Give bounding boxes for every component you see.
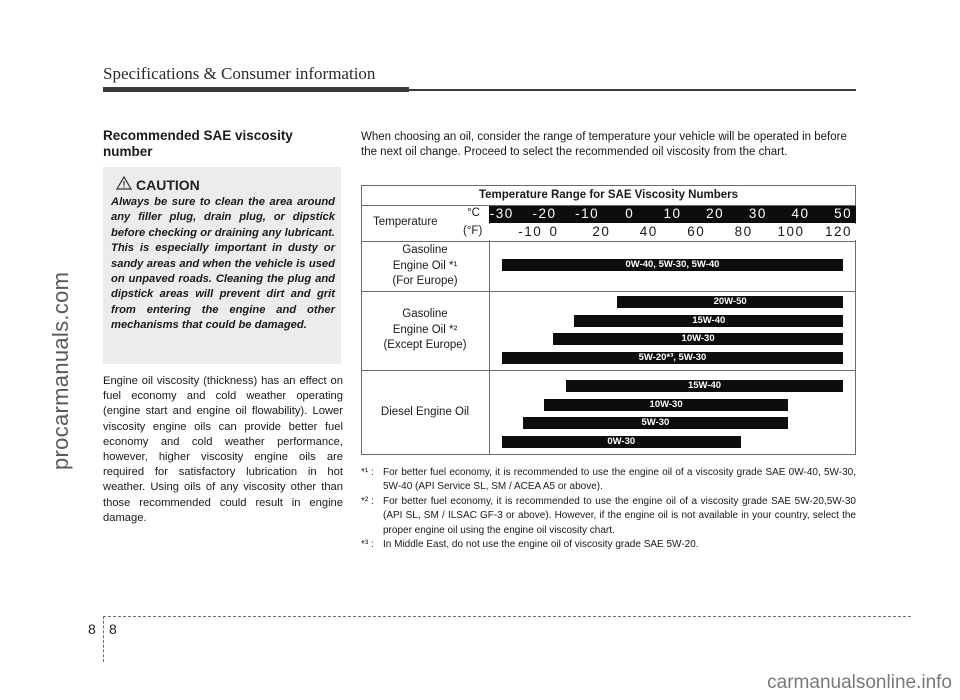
fahrenheit-tick: 120 (824, 224, 852, 239)
celsius-tick: 20 (706, 206, 725, 221)
viscosity-chart (361, 185, 856, 455)
row-label-line: Diesel Engine Oil (380, 406, 470, 418)
footnote-mark: *² : (361, 495, 374, 507)
fahrenheit-tick: 0 (549, 224, 559, 239)
header-rule-thin (409, 89, 856, 91)
fahrenheit-tick: -10 (518, 224, 543, 239)
footnote-1 (361, 466, 856, 495)
footer-divider (103, 616, 104, 662)
row-label-line: (Except Europe) (383, 339, 467, 351)
row-label-line: Gasoline (402, 244, 448, 256)
page-number: 8 (109, 621, 117, 637)
row-label-gasoline-europe (361, 243, 489, 290)
footnote-text: For better fuel economy, it is recommended to use the engine oil of a viscosity grade SAE 0W-40, 5W-30, 5W-40 (API Service SL, SM / ACEA A5 or above). (383, 467, 856, 493)
row-label-line: Engine Oil *¹ (392, 259, 458, 272)
fahrenheit-unit: (°F) (463, 225, 483, 237)
footer-rule (103, 616, 911, 617)
celsius-unit: °C (467, 207, 480, 219)
fahrenheit-tick: 40 (639, 224, 658, 239)
viscosity-bar: 10W-30 (553, 333, 843, 345)
intro-paragraph: When choosing an oil, consider the range of temperature your vehicle will be operated in before the next oil change. Proceed to select the recommended oil viscosity from the chart. (361, 131, 847, 159)
celsius-tick: -10 (575, 206, 600, 221)
viscosity-bar: 15W-40 (566, 380, 843, 392)
fahrenheit-tick: 60 (687, 224, 706, 239)
chart-divider (361, 291, 856, 292)
viscosity-paragraph: Engine oil viscosity (thickness) has an effect on fuel economy and cold weather operating (engine start and engine oil flowability). Lower viscosity engine oils can provide better fuel economy and cold weather performance, however, higher viscosity engine oils are required for satisfactory lubrication in hot weather. Using oils of any viscosity other than those recommended could result in engine damage. (103, 375, 343, 524)
footnote-2 (361, 495, 856, 538)
fahrenheit-scale (489, 224, 856, 240)
viscosity-bar: 10W-30 (544, 399, 787, 411)
footnote-text: For better fuel economy, it is recommended to use the engine oil of a viscosity grade SAE 5W-20,5W-30 (API SL, SM / ILSAC GF-3 or above). However, if the engine oil is not available in your country, select the proper engine oil using the engine oil viscosity chart. (383, 495, 856, 536)
celsius-tick: 50 (834, 206, 853, 221)
chart-column-divider (489, 205, 490, 454)
footnote-mark: *¹ : (361, 467, 374, 478)
footnote-text: In Middle East, do not use the engine oil of viscosity grade SAE 5W-20. (383, 539, 699, 551)
celsius-scale (489, 206, 856, 223)
row-label-line: (For Europe) (392, 275, 458, 287)
row-label-diesel (361, 405, 489, 421)
caution-text: Always be sure to clean the area around any filler plug, drain plug, or dipstick before checking or draining any lubricant. This is especially important in dusty or sandy areas and when the vehicle is used on unpaved roads. Cleaning the plug and dipstick areas will prevent dirt and grit from entering the engine and other mechanisms that could be damaged. (111, 196, 335, 332)
fahrenheit-tick: 20 (592, 224, 611, 239)
chart-divider (361, 370, 856, 371)
viscosity-bar: 20W-50 (617, 296, 843, 308)
row-label-gasoline-except-europe (361, 307, 489, 354)
footnote-mark: *³ : (361, 539, 374, 551)
viscosity-bar: 5W-20*³, 5W-30 (502, 352, 843, 364)
celsius-tick: 0 (625, 206, 635, 221)
page-header-title: Specifications & Consumer information (103, 64, 376, 83)
bottom-watermark: carmanualsonline.info (767, 672, 952, 693)
page-number-section: 8 (88, 621, 96, 637)
celsius-tick: 10 (663, 206, 682, 221)
viscosity-bar: 0W-40, 5W-30, 5W-40 (502, 259, 843, 271)
row-label-line: Engine Oil *² (392, 323, 458, 336)
viscosity-bar: 0W-30 (502, 436, 741, 448)
caution-title: CAUTION (136, 177, 200, 193)
celsius-tick: 40 (791, 206, 810, 221)
footnote-3 (361, 538, 856, 552)
chart-title: Temperature Range for SAE Viscosity Numbers (478, 189, 739, 201)
side-watermark: procarmanuals.com (48, 271, 73, 470)
fahrenheit-tick: 100 (777, 224, 805, 239)
fahrenheit-tick: 80 (734, 224, 753, 239)
celsius-tick: -20 (532, 206, 557, 221)
viscosity-bar: 15W-40 (574, 315, 843, 327)
viscosity-bar: 5W-30 (523, 417, 788, 429)
warning-triangle-icon (116, 176, 132, 190)
row-label-line: Gasoline (402, 308, 448, 320)
celsius-tick: 30 (748, 206, 767, 221)
footnotes (361, 466, 856, 552)
section-heading: Recommended SAE viscosity number (103, 128, 293, 159)
header-rule-thick (103, 87, 409, 92)
temperature-label: Temperature (373, 216, 438, 228)
celsius-tick: -30 (489, 206, 514, 221)
chart-divider (361, 241, 856, 242)
